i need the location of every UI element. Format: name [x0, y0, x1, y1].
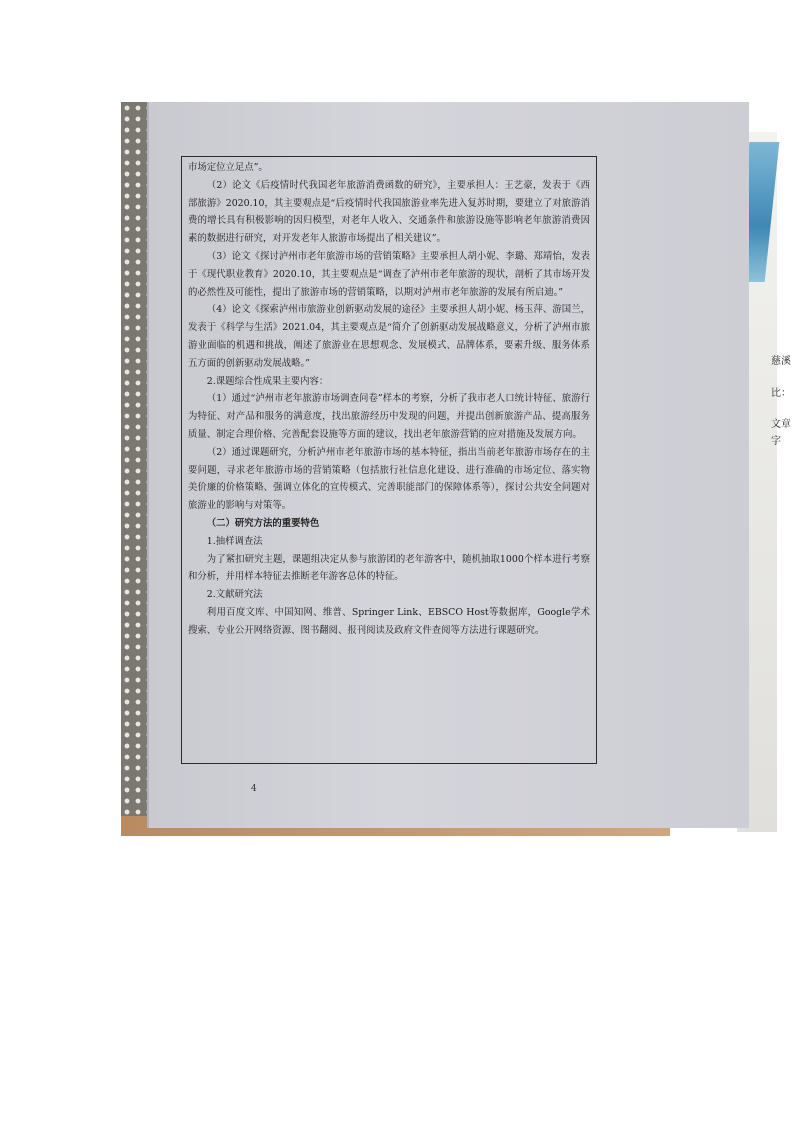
- content-box: [181, 156, 597, 764]
- edge-text-fragment: 慈溪: [771, 356, 791, 367]
- paragraph: （2）通过课题研究，分析泸州市老年旅游市场的基本特征，指出当前老年旅游市场存在的主要问题，寻求老年旅游市场的营销策略（包括旅行社信息化建设、进行准确的市场定位、落实物美价廉的价格策略、强调立体化的宣传模式、完善职能部门的保障体系等），探讨公共安全问题对旅游业的影响与对策等。: [188, 446, 590, 512]
- edge-text-fragment: 文章: [771, 419, 791, 430]
- edge-text-fragment: 字: [771, 436, 781, 447]
- paragraph: 为了紧扣研究主题，课题组决定从参与旅游团的老年游客中，随机抽取1000个样本进行考察和分析，并用样本特征去推断老年游客总体的特征。: [188, 553, 590, 583]
- paragraph: （3）论文《探讨泸州市老年旅游市场的营销策略》主要承担人胡小妮、李璐、郑靖怡，发表于《现代职业教育》2020.10，其主要观点是“调查了泸州市老年旅游的现状，剖析了其市场开发的必然性及可能性，提出了旅游市场的营销策略，以期对泸州市老年旅游的发展有所启迪。”: [188, 250, 590, 298]
- paragraph: 市场定位立足点”。: [188, 162, 268, 173]
- paragraph: （2）论文《后疫情时代我国老年旅游消费函数的研究》，主要承担人：王艺豪，发表于《西部旅游》2020.10，其主要观点是“后疫情时代我国旅游业率先进入复苏时期，要建立了对旅游消费的增长具有积极影响的因归模型，对老年人收入、交通条件和旅游设施等影响老年旅游消费因素的数据进行研究，对开发老年人旅游市场提出了相关建议”。: [188, 179, 590, 245]
- page-number: 4: [251, 784, 257, 794]
- paragraph: 利用百度文库、中国知网、维普、Springer Link、EBSCO Host等数据库，Google学术搜索、专业公开网络资源、图书翻阅、报刊阅读及政府文件查阅等方法进行课题研究。: [188, 606, 590, 636]
- method-title: 2.文献研究法: [206, 589, 263, 601]
- section-label: 2.课题综合性成果主要内容：: [206, 375, 329, 387]
- paragraph: （4）论文《探索泸州市旅游业创新驱动发展的途径》主要承担人胡小妮、杨玉萍、游国兰，发表于《科学与生活》2021.04，其主要观点是“简介了创新驱动发展战略意义，分析了泸州市旅游业面临的机遇和挑战，阐述了旅游业在思想观念、发展模式、品牌体系，要素升级、服务体系五方面的创新驱动发展战略。”: [188, 304, 590, 369]
- document-photo: [121, 102, 791, 836]
- edge-text-fragment: 比：: [771, 388, 791, 399]
- paper-sheet: [147, 102, 749, 828]
- paragraph: （1）通过“泸州市老年旅游市场调查问卷”样本的考察，分析了我市老人口统计特征、旅游行为特征、对产品和服务的满意度，找出旅游经历中发现的问题，并提出创新旅游产品、提高服务质量、制定合理价格、完善配套设施等方面的建议，找出老年旅游营销的应对措施及发展方向。: [188, 393, 590, 440]
- section-heading: （二）研究方法的重要特色: [206, 517, 320, 529]
- method-title: 1.抽样调查法: [206, 535, 263, 547]
